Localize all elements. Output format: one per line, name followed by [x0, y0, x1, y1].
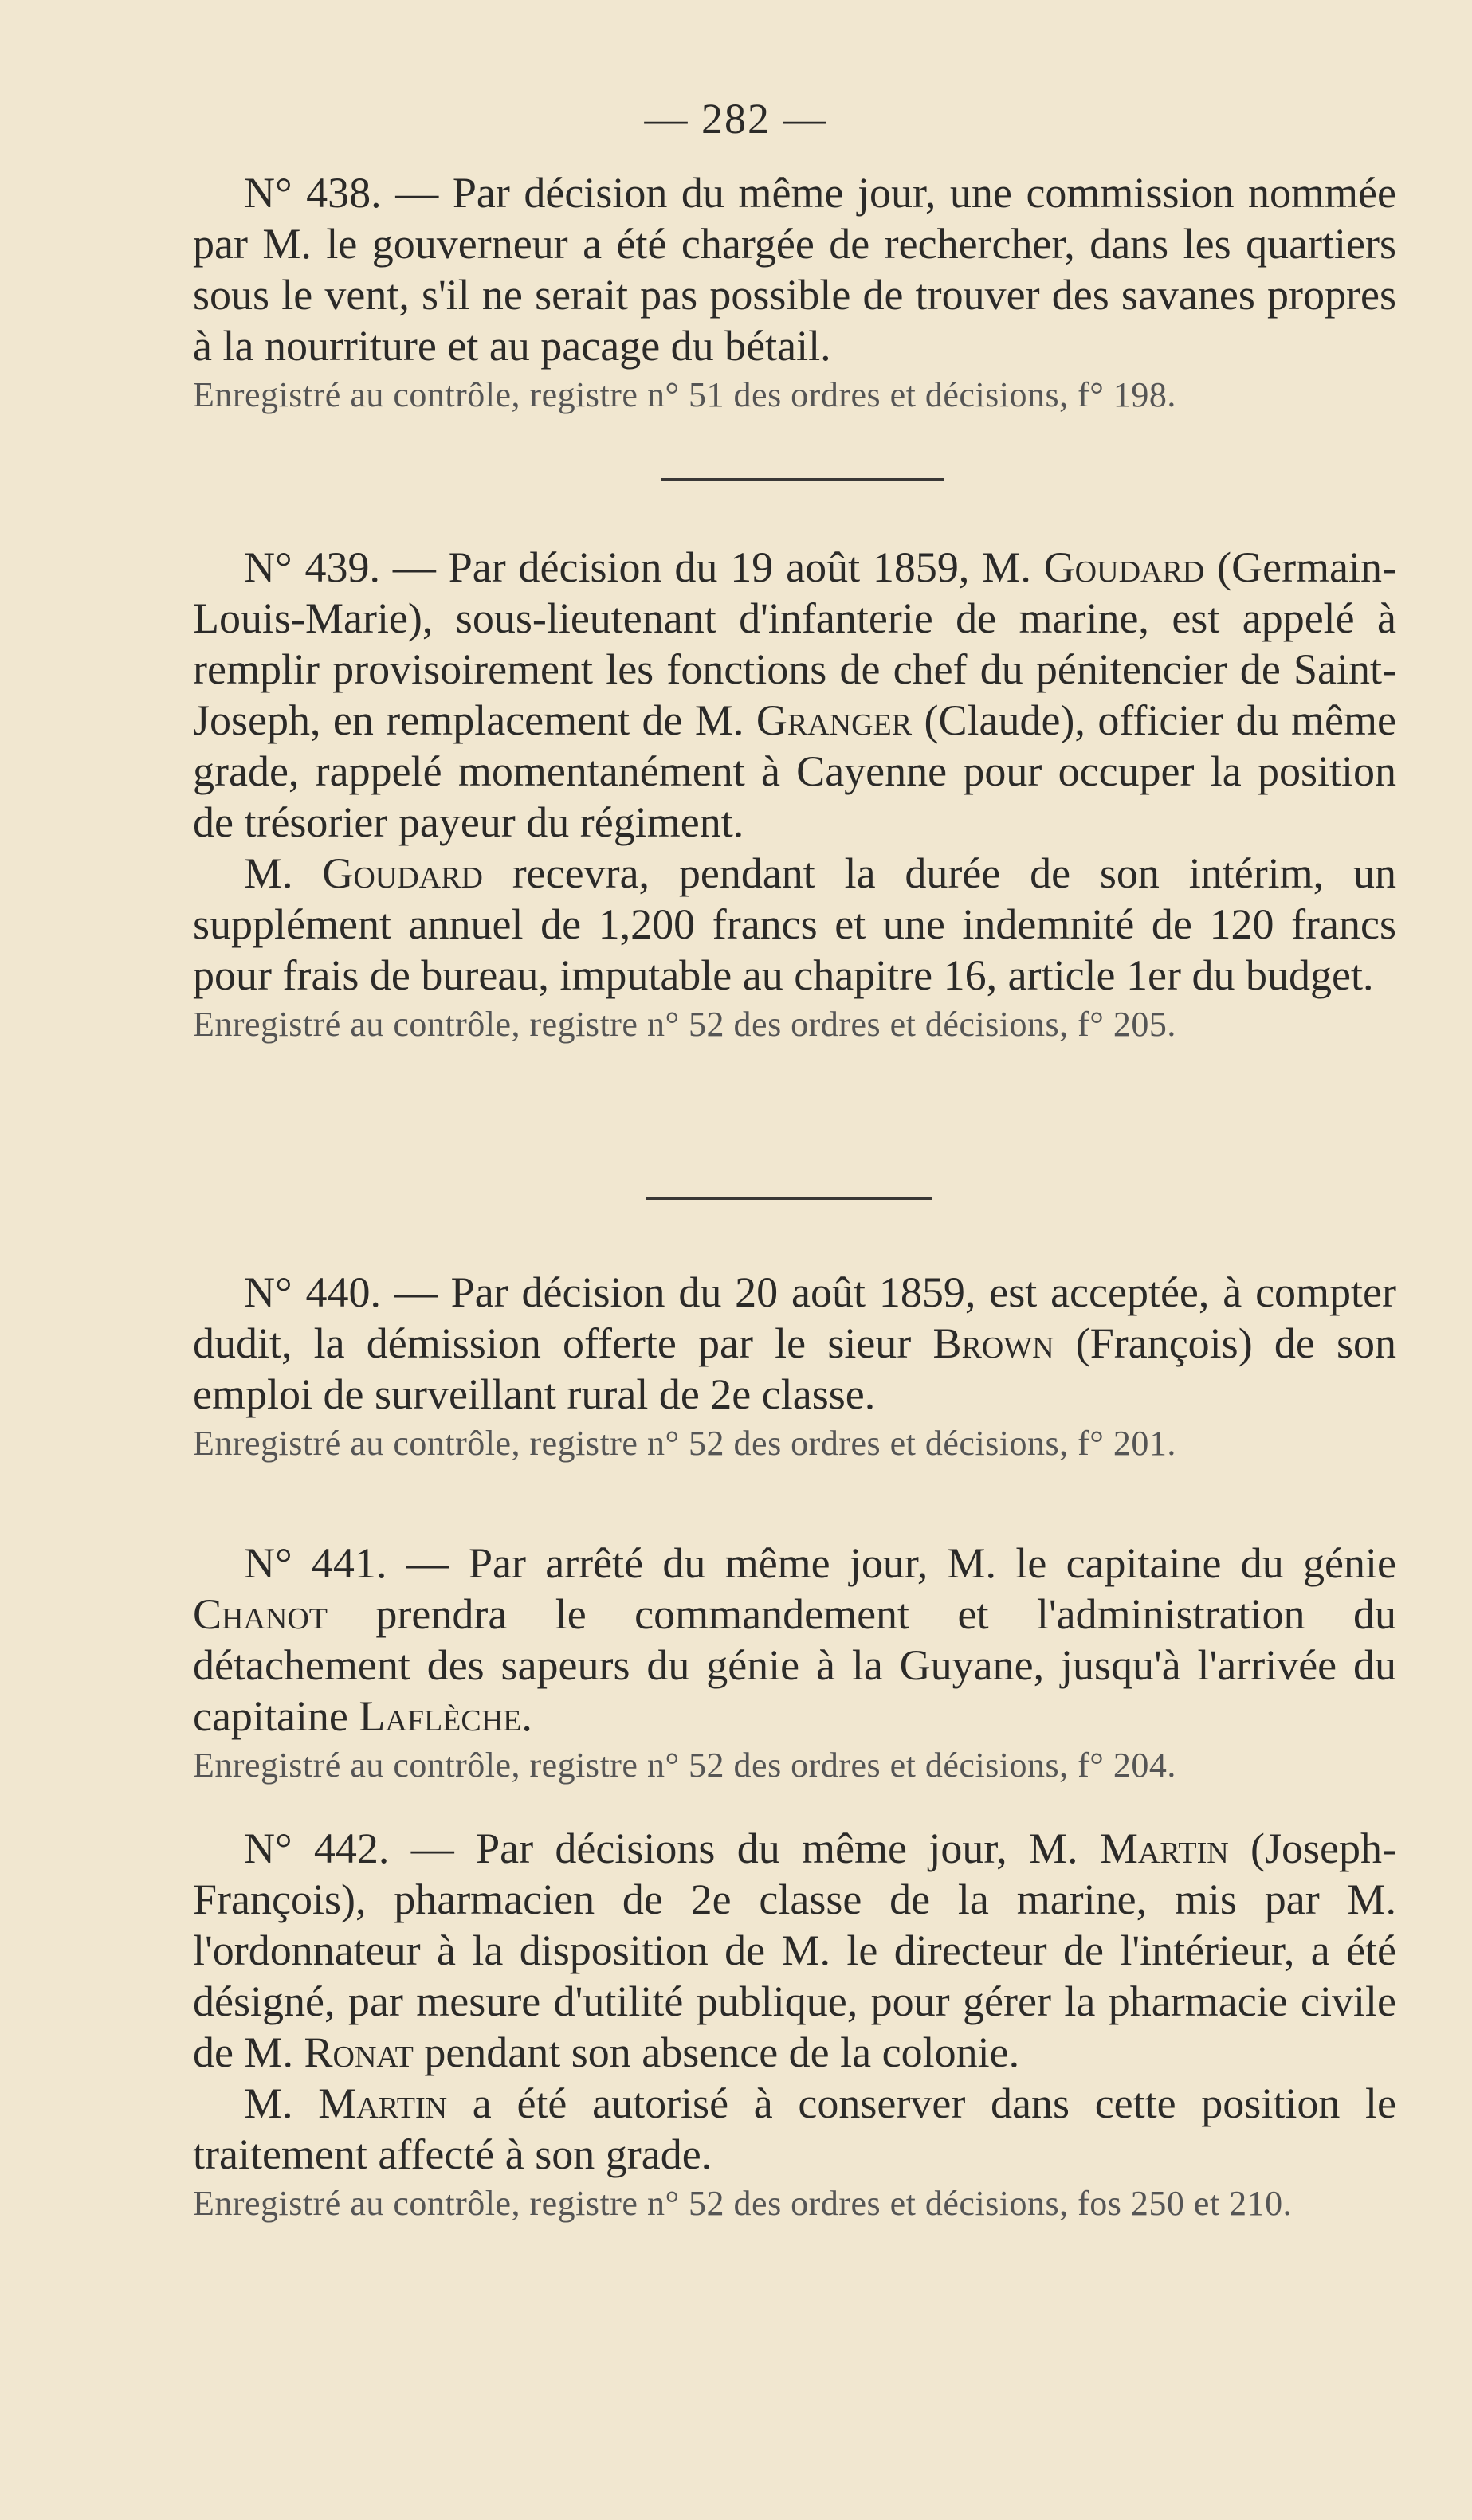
- text-run: N° 441. — Par arrêté du même jour, M. le capitaine du génie: [244, 1539, 1396, 1587]
- text-run: (Claude), officier du même grade, rappelé momentanément à Cayenne pour occuper la position de trésorier payeur du régiment.: [193, 696, 1396, 846]
- text-run: M.: [244, 2079, 319, 2127]
- separator-rule: [661, 478, 944, 481]
- person-name: Chanot: [193, 1590, 328, 1638]
- text-run: recevra, pendant la durée de son intérim, un supplément annuel de 1,200 francs et une indemnité de 120 francs pour frais de bureau, imputable au chapitre 16, article 1er du budget.: [193, 849, 1396, 999]
- separator-rule: [646, 1197, 932, 1200]
- text-run: M.: [244, 849, 323, 897]
- text-run: (Joseph-François), pharmacien de 2e classe de la marine, mis par M. l'ordonnateur à la disposition de M. le directeur de l'intérieur, a été désigné, par mesure d'utilité publique, pour gérer la pharmacie civile de M.: [193, 1824, 1397, 2076]
- entry-paragraph: [193, 1823, 1396, 2078]
- text-run: N° 438. — Par décision du même jour, une commission nommée par M. le gouverneur a été chargée de rechercher, dans les quartiers sous le vent, s'il ne serait pas possible de trouver des savanes propres à la nourriture et au pacage du bétail.: [193, 169, 1396, 370]
- entry-441: [193, 1538, 1396, 1789]
- entry-440-register: Enregistré au contrôle, registre n° 52 des ordres et décisions, f° 201.: [193, 1424, 1176, 1463]
- text-run: a été autorisé à conserver dans cette position le traitement affecté à son grade.: [193, 2079, 1397, 2178]
- text-run: pendant son absence de la colonie.: [413, 2028, 1020, 2076]
- entry-paragraph: [193, 1267, 1396, 1420]
- entry-439: [193, 542, 1396, 1048]
- person-name: Ronat: [304, 2028, 414, 2076]
- entry-439-body: [193, 542, 1396, 1001]
- text-run: N° 439. — Par décision du 19 août 1859, M.: [244, 543, 1044, 591]
- entry-438-register: Enregistré au contrôle, registre n° 51 des ordres et décisions, f° 198.: [193, 375, 1176, 414]
- page-number: — 282 —: [644, 95, 828, 143]
- entry-paragraph: [193, 2078, 1396, 2180]
- entry-442-register: Enregistré au contrôle, registre n° 52 des ordres et décisions, fos 250 et 210.: [193, 2184, 1293, 2223]
- entry-paragraph: [193, 848, 1396, 1001]
- person-name: Granger: [756, 696, 913, 744]
- text-run: N° 442. — Par décisions du même jour, M.: [244, 1824, 1100, 1872]
- person-name: Goudard: [1043, 543, 1205, 591]
- text-run: N° 440. — Par décision du 20 août 1859, est acceptée, à compter dudit, la démission offerte par le sieur: [193, 1268, 1396, 1367]
- entry-440-body: [193, 1267, 1396, 1420]
- person-name: Brown: [932, 1319, 1054, 1367]
- entry-paragraph: [193, 167, 1396, 371]
- text-run: prendra le commandement et l'administration du détachement des sapeurs du génie à la Guyane, jusqu'à l'arrivée du capitaine: [193, 1590, 1396, 1740]
- entry-442: [193, 1823, 1396, 2228]
- person-name: Martin: [1099, 1824, 1229, 1872]
- entry-paragraph: [193, 1538, 1396, 1742]
- entry-440: [193, 1267, 1396, 1468]
- entry-438-body: [193, 167, 1396, 371]
- text-run: (Germain-Louis-Marie), sous-lieutenant d'infanterie de marine, est appelé à remplir provisoirement les fonctions de chef du pénitencier de Saint-Joseph, en remplacement de M.: [193, 543, 1397, 744]
- entry-441-register: Enregistré au contrôle, registre n° 52 des ordres et décisions, f° 204.: [193, 1746, 1176, 1785]
- entry-438: [193, 167, 1396, 419]
- person-name: Laflèche: [359, 1692, 522, 1740]
- entry-442-body: [193, 1823, 1396, 2180]
- person-name: Martin: [318, 2079, 448, 2127]
- entry-439-register: Enregistré au contrôle, registre n° 52 des ordres et décisions, f° 205.: [193, 1005, 1176, 1044]
- text-run: .: [521, 1692, 532, 1740]
- text-run: (François) de son emploi de surveillant rural de 2e classe.: [193, 1319, 1396, 1418]
- entry-paragraph: [193, 542, 1396, 848]
- entry-441-body: [193, 1538, 1396, 1742]
- person-name: Goudard: [322, 849, 483, 897]
